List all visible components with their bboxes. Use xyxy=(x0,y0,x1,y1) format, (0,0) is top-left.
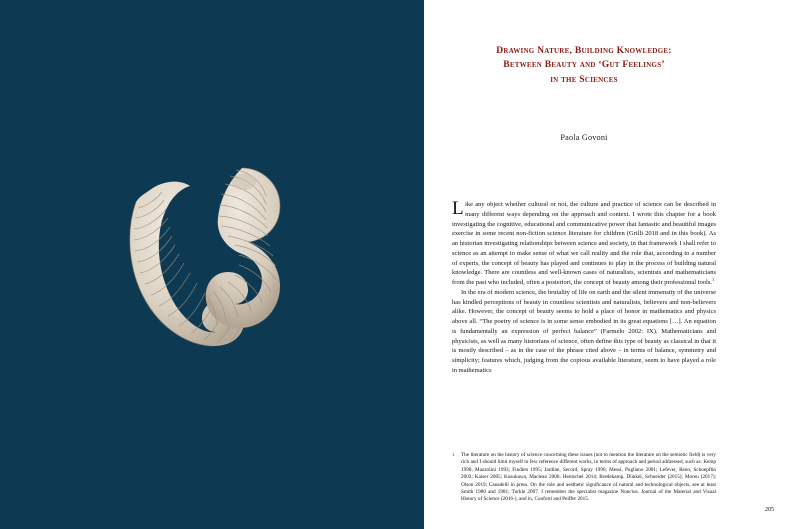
footnote-marker: 1 xyxy=(711,277,715,283)
shell-right-shape xyxy=(206,168,280,328)
footnote-number: 1 xyxy=(452,452,455,457)
author-name: Paola Govoni xyxy=(560,133,608,143)
paragraph-1-text: ike any object whether cultural or not, the culture and practice of science can be described in many different ways depending on the approach and context. I wrote this chapter for a book investigating the cognitive, educational and communicative power that fantastic and beautiful images exercise in some recent non-fiction science literature for children (Grilli 2018 and in this book). As an historian investigating relationships between science and society, in that framework I shall refer to science as an attempt to make sense of what we call reality and the role that, according to a number of experts, the concept of beauty has played and continues to play in the process of building natural knowledge. There are countless and well-known cases of naturalists, scientists and mathematicians from the past who included, often a posteriori, the concept of beauty among their professional tools. xyxy=(452,201,716,287)
chapter-title xyxy=(452,44,716,87)
paragraph-1 xyxy=(452,200,716,288)
footnote xyxy=(452,452,716,504)
text-column xyxy=(452,0,716,529)
dropcap: L xyxy=(452,198,464,220)
body-text xyxy=(452,200,716,376)
page-number: 205 xyxy=(765,507,774,513)
title-line-3: in the Sciences xyxy=(550,73,618,85)
title-line-1: Drawing Nature, Building Knowledge: xyxy=(496,45,672,56)
footnote-text: The literature on the history of science concerning these issues (not to mention the literature on the semiotic field) is very rich and I should limit myself to few reference different works, in terms of approach and period addressed, such as: Kemp 1990; Mazzolini 1993; Findlen 1995; Jardine, Secord, Spray 1996; Messi, Pugliano 2001; Lefever, Renn, Schoepflin 2003; Kaiser 2005; Kusukawa, Maclean 2006; Hentschel 2014; Bredekamp, Dünkel, Schneider (2015); Moreu (2017); Olson 2019; Canadelli in press. On the role and aesthetic significance of natural and technological objects, see at least Smith 1980 and 1981; Turkle 2007. I remember the specialist magazine Nuncius. Journal of the Material and Visual History of Science (2016-), and in, Conforti and Peiffer 2015. xyxy=(461,452,716,503)
paragraph-2 xyxy=(452,288,716,376)
shell-illustration xyxy=(118,150,308,360)
paragraph-2-text: In the era of modern science, the brutality of life on earth and the silent immensity of the universe has kindled perceptions of beauty in countless scientists and naturalists, believers and non-believers alike. However, the concept of beauty seems to hold a place of honor in mathematics and physics above all. “The poetry of science is in some sense embodied in its great equations […]. An equation is fundamentally an expression of perfect balance” (Farmelo 2002: IX). Mathematicians and physicists, as well as many historians of science, often define this type of beauty as classical in that it is mostly described – as in the case of the phrase cited above – in terms of balance, symmetry and simplicity; features which, judging from the copious available literature, seem to have played a role in mathematics xyxy=(452,288,716,374)
title-line-2: Between Beauty and ‘Gut Feelings’ xyxy=(503,59,665,71)
right-page xyxy=(424,0,800,529)
